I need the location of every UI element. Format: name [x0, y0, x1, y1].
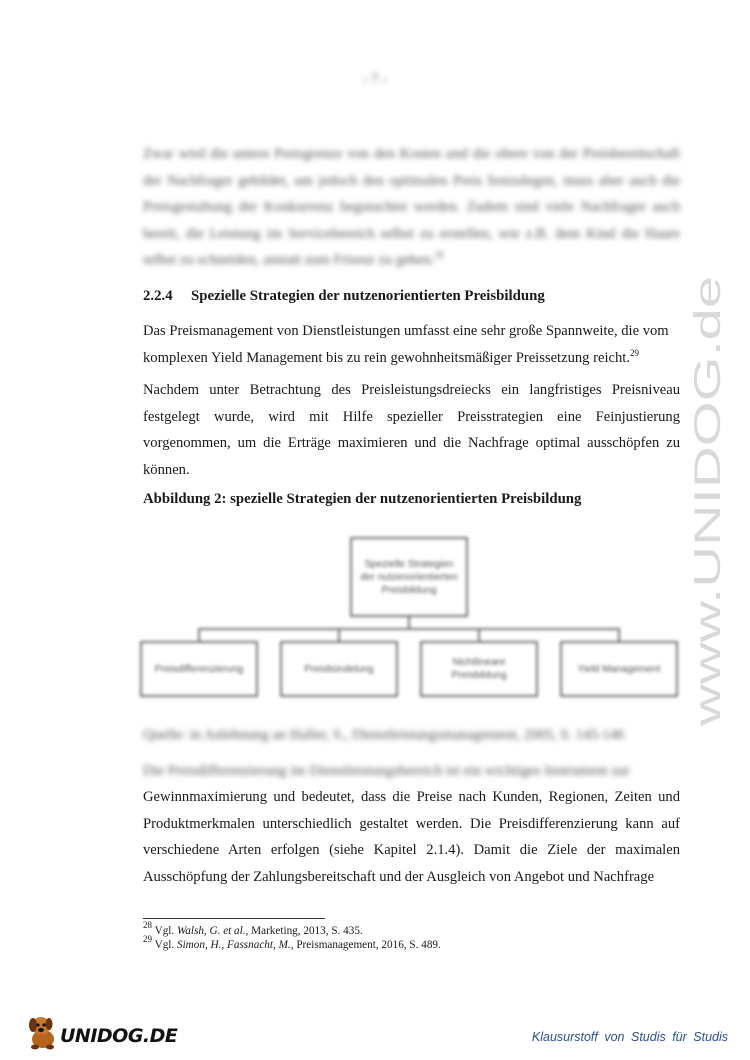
footnote-divider: [143, 918, 325, 919]
connector-line: [338, 628, 340, 641]
connector-line: [478, 628, 480, 641]
unidog-logo[interactable]: [22, 1012, 178, 1054]
footnote-prefix: Vgl.: [154, 939, 177, 951]
paragraph-2: [143, 377, 680, 483]
connector-line: [198, 628, 620, 630]
footnote-ref: 29: [630, 347, 640, 358]
watermark-text: www.UNIDOG.de: [687, 438, 728, 726]
footnote-mark: 28: [143, 920, 152, 930]
diagram-root-node: Spezielle Strategien der nutzenorientierten Preisbildung: [350, 537, 468, 617]
strategy-diagram: [138, 532, 678, 707]
diagram-node-nichtlineare-preisbildung: Nichtlineare Preisbildung: [420, 641, 538, 697]
intro-paragraph: [143, 141, 680, 274]
connector-line: [198, 628, 200, 641]
diagram-node-preisbuendelung: Preisbündelung: [280, 641, 398, 697]
paragraph-3: [143, 784, 680, 890]
paragraph-1: [143, 318, 680, 371]
diagram-node-preisdifferenzierung: Preisdifferenzierung: [140, 641, 258, 697]
section-number: 2.2.4: [143, 288, 173, 304]
section-heading: [143, 288, 545, 305]
section-title: Spezielle Strategien der nutzenorientierten Preisbildung: [191, 288, 545, 304]
footnote-28: [143, 920, 363, 938]
footnote-ref: 28: [434, 250, 444, 260]
paragraph-3-text: Gewinnmaximierung und bedeutet, dass die Preise nach Kunden, Regionen, Zeiten und Produktmerkmalen unterschiedlich gestaltet werden. Die Preisdifferenzierung kann auf verschiedene Arten erfolgen (siehe Kapitel 2.1.4). Damit die Ziele der maximalen Ausschöpfung der Zahlungsbereitschaft und der Ausgleich von Angebot und Nachfrage: [143, 789, 680, 885]
page-number: - 7 -: [363, 72, 387, 87]
footer-slogan: Klausurstoff von Studis für Studis: [531, 1030, 728, 1044]
dog-icon: [22, 1012, 62, 1052]
footnote-reference: Marketing, 2013, S. 435.: [248, 925, 363, 937]
paragraph-3-first-line: Die Preisdifferenzierung im Dienstleistungsbereich ist ein wichtiges Instrument zur: [143, 763, 630, 779]
footnote-prefix: Vgl.: [154, 925, 177, 937]
connector-line: [618, 628, 620, 641]
footnote-mark: 29: [143, 934, 152, 944]
logo-text: UNIDOG.DE: [60, 1025, 178, 1047]
footnote-29: [143, 934, 441, 952]
watermark: [687, 274, 730, 729]
paragraph-2-text: Nachdem unter Betrachtung des Preisleistungsdreiecks ein langfristiges Preisniveau festgelegt wurde, wird mit Hilfe spezieller Preisstrategien eine Feinjustierung vorgenommen, um die Erträge maximieren und die Nachfrage optimal ausschöpfen zu können.: [143, 382, 680, 478]
footnote-author: Simon, H., Fassnacht, M.,: [176, 939, 294, 951]
paragraph-1-text: Das Preismanagement von Dienstleistungen umfasst eine sehr große Spannweite, die vom komplexen Yield Management bis zu rein gewohnheitsmäßiger Preissetzung reicht.: [143, 323, 669, 366]
footnote-reference: Preismanagement, 2016, S. 489.: [293, 939, 441, 951]
footnote-author: Walsh, G. et al.,: [176, 925, 249, 937]
figure-source: Quelle: in Anlehnung an Haller, S., Dienstleistungsmanagement, 2005, S. 145-146: [143, 727, 625, 743]
intro-text: Zwar wird die untere Preisgrenze von den Kosten und die obere von der Preisbereitschaft der Nachfrager gebildet, um jedoch den optimalen Preis festzulegen, muss aber auch die Preisgestaltung der Konkurrenz begutachtet werden. Zudem sind viele Nachfrager auch bereit, die Leistung im Servicebereich selbst zu erstellen, wie z.B. dem Kind die Haare selbst zu schneiden, anstatt zum Friseur zu gehen.: [143, 146, 680, 268]
diagram-node-yield-management: Yield Management: [560, 641, 678, 697]
figure-caption: Abbildung 2: spezielle Strategien der nutzenorientierten Preisbildung: [143, 491, 582, 507]
